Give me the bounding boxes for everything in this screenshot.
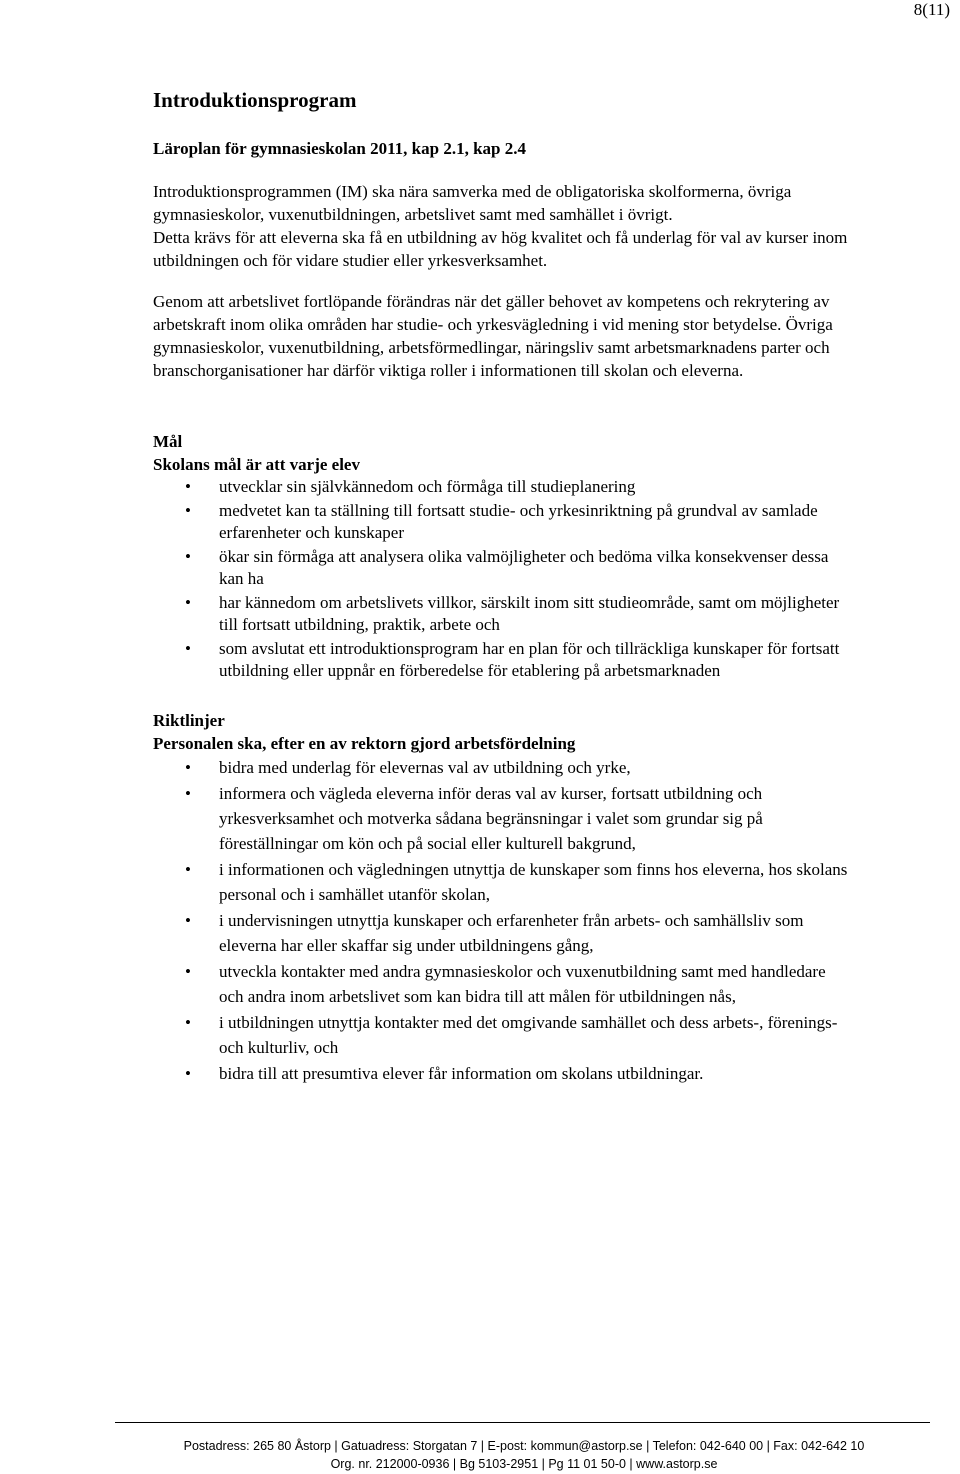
section-subheading-riktlinjer: Personalen ska, efter en av rektorn gjord arbetsfördelning [153, 733, 576, 753]
paragraph-labour-market: Genom att arbetslivet fortlöpande förändras när det gäller behovet av kompetens och rekrytering av arbetskraft inom olika områden har studie- och yrkesvägledning i vid mening stor betydelse. Övriga gymnasieskolor, vuxenutbildning, arbetsförmedlingar, näringsliv samt arbetsmarknadens parter och branschorganisationer har därför viktiga roller i informationen till skolan och eleverna. [153, 292, 833, 380]
bullet-icon: • [185, 1012, 191, 1032]
bullet-icon: • [185, 638, 191, 658]
list-item: • utvecklar sin självkännedom och förmåga till studieplanering [153, 476, 853, 499]
bullet-icon: • [185, 1063, 191, 1083]
paragraph-intro: Introduktionsprogrammen (IM) ska nära samverka med de obligatoriska skolformerna, övriga gymnasieskolor, vuxenutbildningen, arbetslivet samt med samhället i övrigt. [153, 182, 792, 224]
bullet-icon: • [185, 910, 191, 930]
bullet-icon: • [185, 592, 191, 612]
list-item: • bidra till att presumtiva elever får information om skolans utbildningar. [153, 1061, 853, 1086]
page-number: 8(11) [913, 0, 950, 19]
footer-address-line: Postadress: 265 80 Åstorp | Gatuadress: Storgatan 7 | E-post: kommun@astorp.se | Telefon: 042-640 00 | Fax: 042-642 10 [183, 1439, 865, 1453]
document-body [153, 86, 853, 1112]
bullet-icon: • [185, 961, 191, 981]
page-footer [0, 1437, 960, 1473]
bullet-icon: • [185, 783, 191, 803]
bullet-icon: • [185, 500, 191, 520]
page-title: Introduktionsprogram [153, 88, 357, 112]
footer-divider [115, 1422, 930, 1423]
list-item: • i undervisningen utnyttja kunskaper och erfarenheter från arbets- och samhällsliv som eleverna har eller skaffar sig under utbildningens gång, [153, 908, 853, 958]
list-item: • har kännedom om arbetslivets villkor, särskilt inom sitt studieområde, samt om möjligheter till fortsatt utbildning, praktik, arbete och [185, 592, 840, 634]
list-item: • som avslutat ett introduktionsprogram har en plan för och tillräckliga kunskaper för fortsatt utbildning eller uppnår en förberedelse för etablering på arbetsmarknaden [185, 638, 840, 680]
section-subheading-mal: Skolans mål är att varje elev [153, 455, 360, 474]
paragraph-quality: Detta krävs för att eleverna ska få en utbildning av hög kvalitet och få underlag för val av kurser inom utbildningen och för vidare studier eller yrkesverksamhet. [153, 228, 848, 270]
list-item: • bidra med underlag för elevernas val av utbildning och yrke, [153, 755, 853, 780]
section-heading-riktlinjer: Riktlinjer [153, 710, 225, 730]
list-item: • i informationen och vägledningen utnyttja de kunskaper som finns hos eleverna, hos skolans personal och i samhället utanför skolan, [153, 857, 853, 907]
page-subtitle: Läroplan för gymnasieskolan 2011, kap 2.1, kap 2.4 [153, 139, 526, 158]
bullet-icon: • [185, 757, 191, 777]
guidelines-list [153, 755, 853, 1086]
bullet-icon: • [185, 859, 191, 879]
footer-org-line: Org. nr. 212000-0936 | Bg 5103-2951 | Pg 11 01 50-0 | www.astorp.se [330, 1457, 718, 1471]
list-item: • ökar sin förmåga att analysera olika valmöjligheter och bedöma vilka konsekvenser dessa kan ha [185, 546, 829, 588]
goals-list [153, 476, 853, 683]
list-item: • i utbildningen utnyttja kontakter med det omgivande samhället och dess arbets-, förenings- och kulturliv, och [153, 1010, 853, 1060]
section-heading-mal: Mål [153, 432, 183, 451]
list-item: • informera och vägleda eleverna inför deras val av kurser, fortsatt utbildning och yrkesverksamhet och motverka sådana begränsningar i valet som grundar sig på föreställningar om kön och på social eller kulturell bakgrund, [153, 781, 853, 856]
list-item: • medvetet kan ta ställning till fortsatt studie- och yrkesinriktning på grundval av samlade erfarenheter och kunskaper [185, 500, 818, 542]
bullet-icon: • [185, 546, 191, 566]
list-item: • utveckla kontakter med andra gymnasieskolor och vuxenutbildning samt med handledare och andra inom arbetslivet som kan bidra till att målen för utbildningen nås, [153, 959, 853, 1009]
bullet-icon: • [185, 477, 191, 496]
